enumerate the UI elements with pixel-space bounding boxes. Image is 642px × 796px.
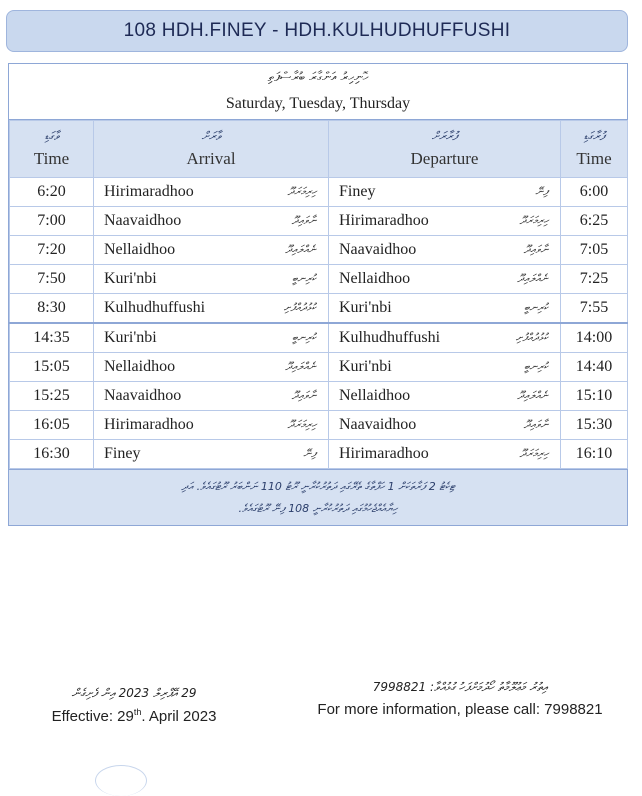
arrival-time-header: ވާގަޑި Time bbox=[10, 121, 94, 178]
service-days bbox=[9, 64, 627, 120]
arrival-time: 16:05 bbox=[10, 411, 94, 440]
table-row bbox=[10, 323, 628, 353]
service-days-dhivehi: ހޮނިހިރު އަންގާރަ ބުރާސްފަތި bbox=[267, 70, 369, 85]
table-header-row bbox=[10, 121, 628, 178]
departure-place: Kulhudhuffushi ކުޅުދުއްފުށި bbox=[329, 323, 561, 353]
departure-time-header: ފުރާގަޑި Time bbox=[561, 121, 628, 178]
departure-time: 14:40 bbox=[561, 353, 628, 382]
departure-time: 7:55 bbox=[561, 294, 628, 324]
departure-place: Hirimaradhoo ހިރިމަރަދޫ bbox=[329, 440, 561, 469]
departure-place: Nellaidhoo ނެއްލައިދޫ bbox=[329, 382, 561, 411]
timetable bbox=[8, 63, 628, 526]
table-row bbox=[10, 236, 628, 265]
arrival-place: Hirimaradhoo ހިރިމަރަދޫ bbox=[94, 411, 329, 440]
departure-place: Hirimaradhoo ހިރިމަރަދޫ bbox=[329, 207, 561, 236]
arrival-place: Naavaidhoo ނާވައިދޫ bbox=[94, 207, 329, 236]
decorative-arc bbox=[95, 765, 147, 796]
departure-time: 16:10 bbox=[561, 440, 628, 469]
notice-line-1: ޓިކެޓު 2 ފަރާތަކަށް 1 ހަފްތާގެ ތެރޭގައި ދަތުރުކުރާނީ ރޫޓު 110 ނަންބަރު ރޫޓުގައެވެ. އަދި bbox=[181, 480, 455, 493]
route-notice bbox=[9, 469, 627, 525]
departure-time: 15:10 bbox=[561, 382, 628, 411]
service-days-english: Saturday, Tuesday, Thursday bbox=[225, 95, 411, 112]
table-row bbox=[10, 207, 628, 236]
arrival-time: 7:00 bbox=[10, 207, 94, 236]
departure-time: 14:00 bbox=[561, 323, 628, 353]
table-row bbox=[10, 440, 628, 469]
departure-header: ފުރާރަށް Departure bbox=[329, 121, 561, 178]
arrival-time: 15:05 bbox=[10, 353, 94, 382]
arrival-place: Nellaidhoo ނެއްލައިދޫ bbox=[94, 236, 329, 265]
arrival-place: Kulhudhuffushi ކުޅުދުއްފުށި bbox=[94, 294, 329, 324]
arrival-time: 15:25 bbox=[10, 382, 94, 411]
table-row bbox=[10, 178, 628, 207]
arrival-place: Naavaidhoo ނާވައިދޫ bbox=[94, 382, 329, 411]
departure-place: Kuri'nbi ކުރިނބީ bbox=[329, 353, 561, 382]
departure-place: Finey ފިނޭ bbox=[329, 178, 561, 207]
departure-place: Nellaidhoo ނެއްލައިދޫ bbox=[329, 265, 561, 294]
contact-info bbox=[300, 680, 620, 718]
departure-time: 6:25 bbox=[561, 207, 628, 236]
table-row bbox=[10, 265, 628, 294]
contact-info-english: For more information, please call: 7998821 bbox=[317, 701, 603, 718]
departure-time: 15:30 bbox=[561, 411, 628, 440]
arrival-place: Kuri'nbi ކުރިނބީ bbox=[94, 323, 329, 353]
table-row bbox=[10, 411, 628, 440]
arrival-place: Hirimaradhoo ހިރިމަރަދޫ bbox=[94, 178, 329, 207]
effective-date-english: Effective: 29th. April 2023 bbox=[51, 707, 217, 725]
departure-place: Naavaidhoo ނާވައިދޫ bbox=[329, 411, 561, 440]
schedule-table bbox=[9, 120, 628, 469]
arrival-time: 14:35 bbox=[10, 323, 94, 353]
arrival-time: 8:30 bbox=[10, 294, 94, 324]
effective-date-dhivehi: 29 އޭޕްރިލް 2023 އިން ފެށިގެން bbox=[71, 686, 197, 700]
table-row bbox=[10, 294, 628, 324]
table-row bbox=[10, 382, 628, 411]
departure-time: 7:05 bbox=[561, 236, 628, 265]
notice-line-2: ހިޔާއެއްޖެހުމުގައި ދަތުރުކުރާނީ 108 ފިނޭ ރޫޓުގައެވެ. bbox=[238, 502, 398, 515]
contact-info-dhivehi: އިތުރު މަޢުލޫމާތު ހޯދުމަށްފަހު ގުޅުއްވާ: 7998821 bbox=[372, 680, 548, 694]
departure-place: Kuri'nbi ކުރިނބީ bbox=[329, 294, 561, 324]
departure-time: 7:25 bbox=[561, 265, 628, 294]
table-row bbox=[10, 353, 628, 382]
arrival-time: 6:20 bbox=[10, 178, 94, 207]
arrival-time: 7:50 bbox=[10, 265, 94, 294]
route-title: 108 HDH.FINEY - HDH.KULHUDHUFFUSHI bbox=[6, 10, 628, 52]
arrival-header: ވާރަށް Arrival bbox=[94, 121, 329, 178]
arrival-place: Kuri'nbi ކުރިނބީ bbox=[94, 265, 329, 294]
arrival-time: 7:20 bbox=[10, 236, 94, 265]
arrival-place: Nellaidhoo ނެއްލައިދޫ bbox=[94, 353, 329, 382]
arrival-place: Finey ފިނޭ bbox=[94, 440, 329, 469]
effective-date bbox=[24, 686, 244, 725]
arrival-time: 16:30 bbox=[10, 440, 94, 469]
departure-time: 6:00 bbox=[561, 178, 628, 207]
departure-place: Naavaidhoo ނާވައިދޫ bbox=[329, 236, 561, 265]
